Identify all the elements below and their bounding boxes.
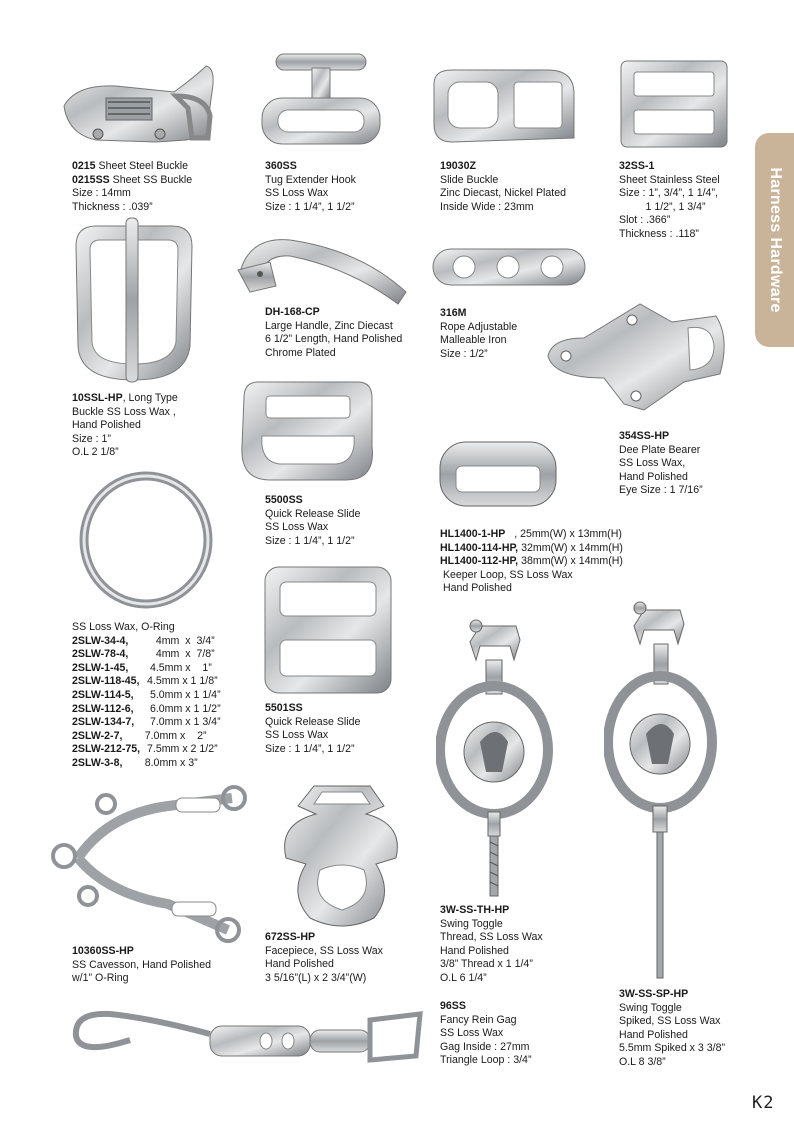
o-ring-row: 2SLW-112-6, 6.0mm x 1 1/2” <box>72 702 221 715</box>
sheet-stainless-slide-image <box>618 58 730 150</box>
caption-10ssl-hp: 10SSL-HP, Long Type Buckle SS Loss Wax , Hand Polished Size : 1” O.L 2 1/8” <box>72 392 178 459</box>
page-number: K2 <box>752 1093 775 1113</box>
swing-toggle-thread-image <box>436 612 556 902</box>
quick-release-slide-5500-image <box>236 376 380 486</box>
caption-5500ss: 5500SS Quick Release Slide SS Loss Wax Size : 1 1/4”, 1 1/2” <box>265 494 361 547</box>
caption-hl1400: HL1400-1-HP , 25mm(W) x 13mm(H) HL1400-114-HP, 32mm(W) x 14mm(H) HL1400-112-HP, 38mm(W) x 14mm(H) Keeper Loop, SS Loss Wax Hand Polished <box>440 528 623 595</box>
o-ring-image <box>78 470 214 610</box>
tug-extender-hook-image <box>256 50 386 150</box>
o-ring-row: 2SLW-1-45, 4.5mm x 1” <box>72 661 212 674</box>
caption-32ss-1: 32SS-1 Sheet Stainless Steel Size : 1”, 3/4”, 1 1/4”, 1 1/2”, 1 3/4” Slot : .366” Thickness : .118” <box>619 160 720 240</box>
o-ring-row: 2SLW-118-45, 4.5mm x 1 1/8” <box>72 675 218 688</box>
caption-96ss: 96SS Fancy Rein Gag SS Loss Wax Gag Inside : 27mm Triangle Loop : 3/4” <box>440 1000 532 1067</box>
caption-354ss-hp: 354SS-HP Dee Plate Bearer SS Loss Wax, Hand Polished Eye Size : 1 7/16” <box>619 430 703 497</box>
section-tab-label: Harness Hardware <box>766 167 784 313</box>
caption-dh-168-cp: DH-168-CP Large Handle, Zinc Diecast 6 1/2” Length, Hand Polished Chrome Plated <box>265 306 403 359</box>
dee-plate-bearer-image <box>544 298 730 416</box>
o-ring-row: 2SLW-114-5, 5.0mm x 1 1/4” <box>72 688 221 701</box>
caption-3w-ss-th-hp: 3W-SS-TH-HP Swing Toggle Thread, SS Loss Wax Hand Polished 3/8” Thread x 1 1/4” O.L 6 1/4” <box>440 904 543 984</box>
slide-buckle-image <box>428 64 578 148</box>
facepiece-image <box>274 774 410 934</box>
fancy-rein-gag-image <box>70 1006 426 1070</box>
o-ring-row: 2SLW-34-4, 4mm x 3/4” <box>72 634 215 647</box>
o-ring-row: 2SLW-78-4, 4mm x 7/8” <box>72 648 215 661</box>
caption-3w-ss-sp-hp: 3W-SS-SP-HP Swing Toggle Spiked, SS Loss Wax Hand Polished 5.5mm Spiked x 3 3/8” O.L 8 3/8” <box>619 988 725 1068</box>
caption-360ss: 360SS Tug Extender Hook SS Loss Wax Size : 1 1/4”, 1 1/2” <box>265 160 356 213</box>
long-type-buckle-image <box>66 216 202 386</box>
sheet-steel-buckle-image <box>56 56 218 148</box>
rope-adjustable-image <box>430 243 588 291</box>
section-tab <box>755 133 794 347</box>
large-handle-image <box>230 232 412 308</box>
quick-release-slide-5501-image <box>262 564 394 696</box>
caption-316m: 316M Rope Adjustable Malleable Iron Size : 1/2” <box>440 307 518 360</box>
o-ring-row: 2SLW-2-7, 7.0mm x 2” <box>72 729 207 742</box>
keeper-loop-image <box>436 438 560 510</box>
caption-19030z: 19030Z Slide Buckle Zinc Diecast, Nickel Plated Inside Wide : 23mm <box>440 160 566 213</box>
caption-672ss-hp: 672SS-HP Facepiece, SS Loss Wax Hand Polished 3 5/16”(L) x 2 3/4”(W) <box>265 931 383 984</box>
o-ring-row: 2SLW-134-7, 7.0mm x 1 3/4” <box>72 716 221 729</box>
o-ring-row: 2SLW-3-8, 8.0mm x 3” <box>72 756 198 769</box>
ss-cavesson-image <box>48 784 250 944</box>
caption-5501ss: 5501SS Quick Release Slide SS Loss Wax Size : 1 1/4”, 1 1/2” <box>265 702 361 755</box>
o-ring-heading: SS Loss Wax, O-Ring <box>72 621 175 633</box>
swing-toggle-spiked-image <box>604 596 718 982</box>
o-ring-row: 2SLW-212-75, 7.5mm x 2 1/2” <box>72 743 218 756</box>
o-ring-size-list <box>72 621 221 771</box>
caption-0215: 0215 Sheet Steel Buckle 0215SS Sheet SS Buckle Size : 14mm Thickness : .039” <box>72 160 193 213</box>
caption-10360ss-hp: 10360SS-HP SS Cavesson, Hand Polished w/1” O-Ring <box>72 945 211 985</box>
